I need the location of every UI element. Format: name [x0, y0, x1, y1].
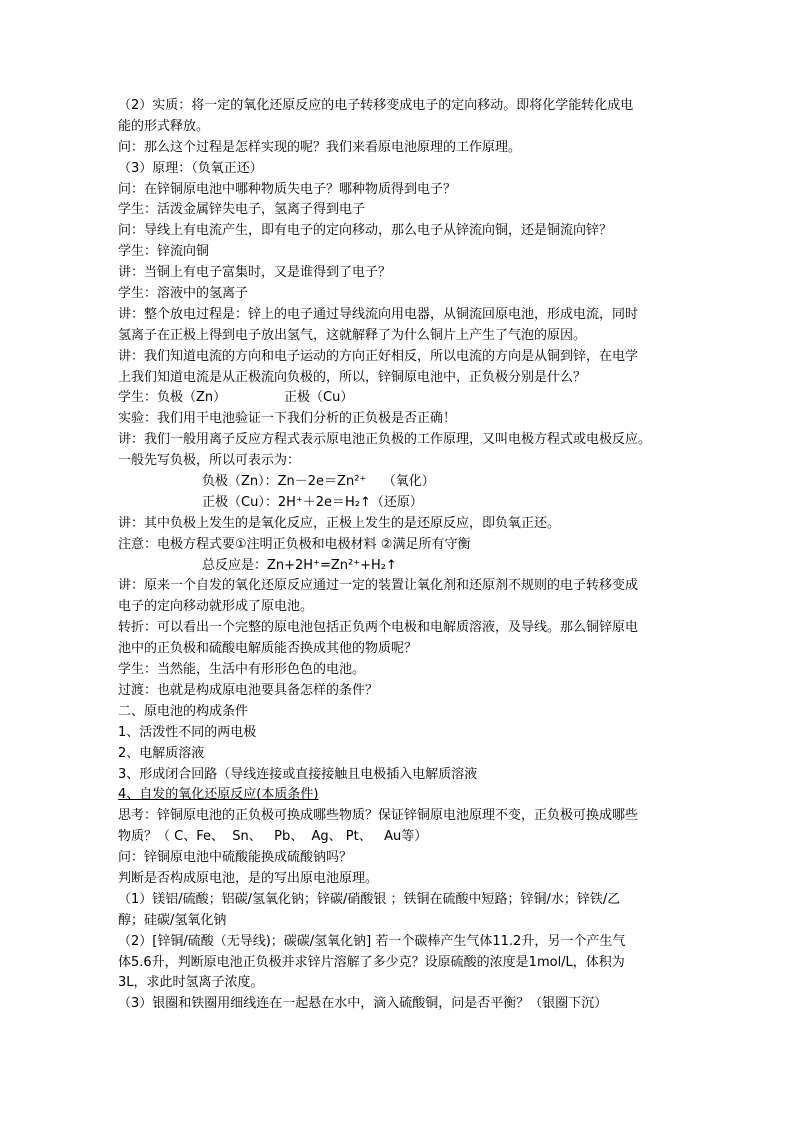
text-line: 讲：我们知道电流的方向和电子运动的方向正好相反，所以电流的方向是从铜到锌，在电学: [118, 348, 639, 364]
list-item: 1、活泼性不同的两电极: [118, 724, 257, 740]
text-line: 问：在锌铜原电池中哪种物质失电子？哪种物质得到电子？: [118, 181, 457, 197]
text-line: 讲：我们一般用离子反应方程式表示原电池正负极的工作原理，又叫电极方程式或电极反应。: [118, 432, 652, 448]
text-line: （3）原理：（负氧正还）: [118, 160, 263, 176]
text-line: 讲：其中负极上发生的是氧化反应，正极上发生的是还原反应，即负氧正还。: [118, 515, 561, 531]
section-heading: 二、原电池的构成条件: [118, 703, 249, 719]
equation-line: 正极（Cu）：2H⁺＋2e＝H₂↑（还原）: [202, 494, 423, 510]
text-line: 问：锌铜原电池中硫酸能换成硫酸钠吗？: [118, 850, 353, 866]
text-line: 3L，求此时氢离子浓度。: [118, 975, 264, 991]
document-page: [118, 96, 688, 1015]
text-line: （1）镁铝/硫酸；铝碳/氢氧化钠；锌碳/硝酸银 ；铁铜在硫酸中短路；锌铜/水；锌铁/乙: [118, 891, 621, 907]
text-line: （2）[锌铜/硫酸（无导线)；碳碳/氢氧化钠] 若一个碳棒产生气体11.2升，另一个产生气: [118, 933, 626, 949]
text-line: 过渡：也就是构成原电池要具备怎样的条件？: [118, 682, 379, 698]
text-line: 学生：负极（Zn） 正极（Cu）: [118, 390, 354, 406]
text-line: 学生：活泼金属锌失电子，氢离子得到电子: [118, 202, 366, 218]
text-line: 学生：溶液中的氢离子: [118, 286, 249, 302]
text-line: 学生：锌流向铜: [118, 244, 210, 260]
text-line: 池中的正负极和硫酸电解质能否换成其他的物质呢？: [118, 641, 418, 657]
text-line: 物质？（ C、Fe、 Sn、 Pb、 Ag、 Pt、 Au等）: [118, 829, 428, 845]
text-line: 体5.6升，判断原电池正负极并求锌片溶解了多少克？设原硫酸的浓度是1mol/L，体积为: [118, 954, 625, 970]
text-line: 上我们知道电流是从正极流向负极的，所以，锌铜原电池中，正负极分别是什么？: [118, 369, 587, 385]
text-line: 判断是否构成原电池，是的写出原电池原理。: [118, 870, 379, 886]
text-line: 学生：当然能，生活中有形形色色的电池。: [118, 662, 366, 678]
text-line: 问：导线上有电流产生，即有电子的定向移动，那么电子从锌流向铜，还是铜流向锌？: [118, 223, 613, 239]
list-item: 3、形成闭合回路（导线连接或直接接触且电极插入电解质溶液: [118, 766, 478, 782]
text-line: 电子的定向移动就形成了原电池。: [118, 599, 314, 615]
list-item: 4、自发的氧化还原反应(本质条件): [118, 787, 319, 803]
text-line: 转折：可以看出一个完整的原电池包括正负两个电极和电解质溶液，及导线。那么铜锌原电: [118, 620, 639, 636]
text-line: 能的形式释放。: [118, 118, 210, 134]
text-line: 讲：整个放电过程是：锌上的电子通过导线流向用电器，从铜流回原电池，形成电流，同时: [118, 306, 639, 322]
text-line: 氢离子在正极上得到电子放出氢气，这就解释了为什么铜片上产生了气泡的原因。: [118, 327, 587, 343]
text-line: 注意：电极方程式要①注明正负极和电极材料 ②满足所有守衡: [118, 536, 471, 552]
text-line: 问：那么这个过程是怎样实现的呢？我们来看原电池原理的工作原理。: [118, 139, 522, 155]
text-line: 讲：原来一个自发的氧化还原反应通过一定的装置让氧化剂和还原剂不规则的电子转移变成: [118, 578, 639, 594]
equation-line: 总反应是：Zn+2H⁺=Zn²⁺+H₂↑: [202, 557, 397, 573]
text-line: （2）实质：将一定的氧化还原反应的电子转移变成电子的定向移动。即将化学能转化成电: [118, 98, 634, 113]
text-line: 思考：锌铜原电池的正负极可换成哪些物质？保证锌铜原电池原理不变，正负极可换成哪些: [118, 808, 639, 824]
list-item: 2、电解质溶液: [118, 745, 205, 761]
text-line: 实验：我们用干电池验证一下我们分析的正负极是否正确！: [118, 411, 457, 427]
text-line: 醇；硅碳/氢氧化钠: [118, 912, 227, 928]
text-line: 讲：当铜上有电子富集时，又是谁得到了电子？: [118, 265, 392, 281]
text-line: 一般先写负极，所以可表示为：: [118, 453, 301, 469]
text-line: （3）银圈和铁圈用细线连在一起悬在水中，滴入硫酸铜，问是否平衡？（银圈下沉）: [118, 996, 608, 1012]
equation-line: 负极（Zn）：Zn－2e＝Zn²⁺ （氧化）: [202, 474, 435, 490]
